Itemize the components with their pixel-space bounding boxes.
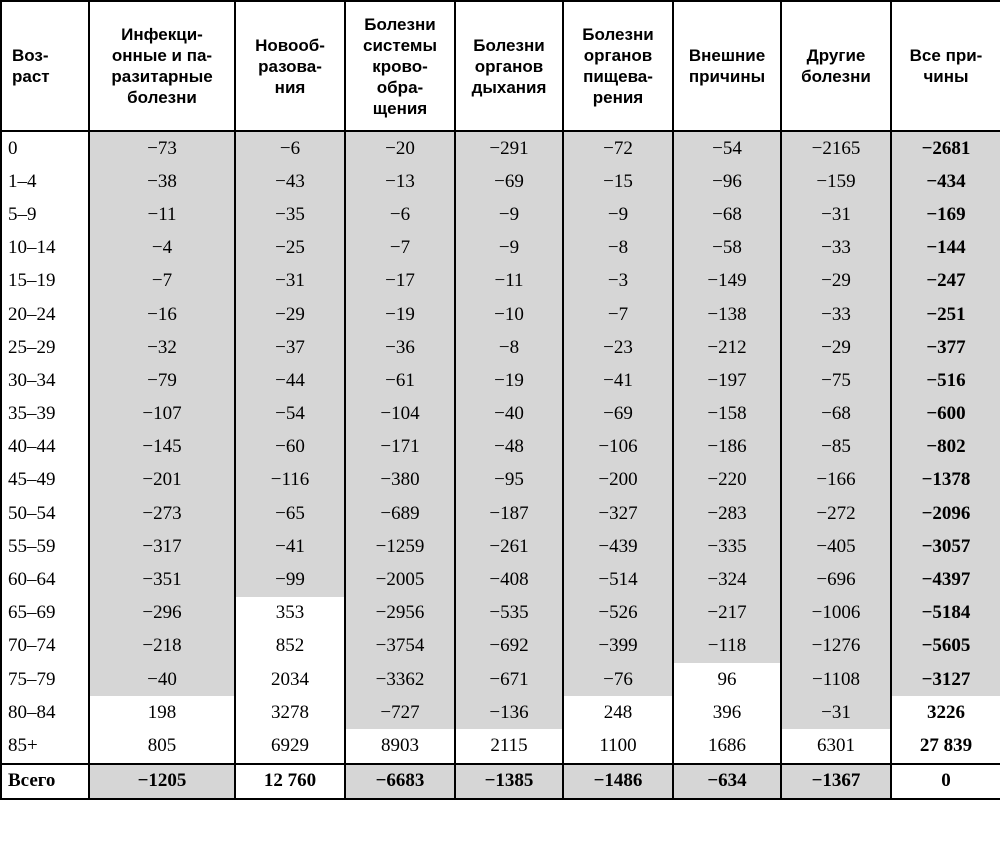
cell-other: −159 [781, 165, 891, 198]
cell-neoplasms: −116 [235, 464, 345, 497]
cell-neoplasms: −35 [235, 198, 345, 231]
cell-all-causes: −516 [891, 364, 1000, 397]
cell-other: −75 [781, 364, 891, 397]
cell-other: −31 [781, 198, 891, 231]
cell-all-causes: −3127 [891, 663, 1000, 696]
cell-other: −31 [781, 696, 891, 729]
cell-all-causes: −434 [891, 165, 1000, 198]
cell-other: −29 [781, 331, 891, 364]
cell-age: 1–4 [1, 165, 89, 198]
cell-age: 50–54 [1, 497, 89, 530]
cell-infectious: −201 [89, 464, 235, 497]
cell-external: −220 [673, 464, 781, 497]
cell-external: −68 [673, 198, 781, 231]
table-row [1, 530, 1000, 563]
cell-neoplasms: −25 [235, 232, 345, 265]
cell-other: −696 [781, 563, 891, 596]
cell-external: −158 [673, 398, 781, 431]
cell-infectious: −145 [89, 431, 235, 464]
cell-circulatory: −6683 [345, 764, 455, 799]
table-row [1, 464, 1000, 497]
cell-all-causes: 0 [891, 764, 1000, 799]
table-row [1, 165, 1000, 198]
cell-age: 80–84 [1, 696, 89, 729]
table-row [1, 265, 1000, 298]
cell-other: −272 [781, 497, 891, 530]
table-row [1, 364, 1000, 397]
cell-digestive: −72 [563, 131, 673, 165]
cell-circulatory: −727 [345, 696, 455, 729]
cell-circulatory: −689 [345, 497, 455, 530]
cell-external: −138 [673, 298, 781, 331]
cell-age: 45–49 [1, 464, 89, 497]
cell-all-causes: −2096 [891, 497, 1000, 530]
table-row [1, 630, 1000, 663]
cell-respiratory: −10 [455, 298, 563, 331]
cell-infectious: −273 [89, 497, 235, 530]
cell-all-causes: −247 [891, 265, 1000, 298]
header-neoplasms: Новооб- разова- ния [235, 1, 345, 131]
cell-digestive: 248 [563, 696, 673, 729]
cell-infectious: −1205 [89, 764, 235, 799]
cell-digestive: −7 [563, 298, 673, 331]
cell-other: −166 [781, 464, 891, 497]
cell-circulatory: −2005 [345, 563, 455, 596]
cell-age: 65–69 [1, 597, 89, 630]
cell-circulatory: −20 [345, 131, 455, 165]
cell-digestive: −106 [563, 431, 673, 464]
cell-digestive: −8 [563, 232, 673, 265]
cell-neoplasms: −41 [235, 530, 345, 563]
cell-other: −68 [781, 398, 891, 431]
cell-infectious: −7 [89, 265, 235, 298]
cell-infectious: −16 [89, 298, 235, 331]
cell-neoplasms: −54 [235, 398, 345, 431]
cell-respiratory: −95 [455, 464, 563, 497]
cell-external: −96 [673, 165, 781, 198]
cell-infectious: −351 [89, 563, 235, 596]
cell-other: −405 [781, 530, 891, 563]
cell-all-causes: −5184 [891, 597, 1000, 630]
cell-external: −324 [673, 563, 781, 596]
cell-other: −1108 [781, 663, 891, 696]
cell-respiratory: −261 [455, 530, 563, 563]
cell-infectious: −218 [89, 630, 235, 663]
cell-other: 6301 [781, 729, 891, 763]
cell-respiratory: −187 [455, 497, 563, 530]
cell-external: −335 [673, 530, 781, 563]
cell-all-causes: −2681 [891, 131, 1000, 165]
cell-infectious: −4 [89, 232, 235, 265]
cell-external: −634 [673, 764, 781, 799]
cell-age: 30–34 [1, 364, 89, 397]
cell-other: −33 [781, 298, 891, 331]
cell-other: −33 [781, 232, 891, 265]
cell-other: −1276 [781, 630, 891, 663]
cell-circulatory: −19 [345, 298, 455, 331]
cell-age: 70–74 [1, 630, 89, 663]
header-external: Внешние причины [673, 1, 781, 131]
table-row [1, 331, 1000, 364]
cell-respiratory: −9 [455, 232, 563, 265]
cell-all-causes: −251 [891, 298, 1000, 331]
cell-neoplasms: −60 [235, 431, 345, 464]
cell-infectious: 805 [89, 729, 235, 763]
cell-digestive: −1486 [563, 764, 673, 799]
cell-respiratory: −9 [455, 198, 563, 231]
cell-respiratory: −291 [455, 131, 563, 165]
cell-neoplasms: 852 [235, 630, 345, 663]
cell-external: −283 [673, 497, 781, 530]
table-row [1, 232, 1000, 265]
cell-other: −2165 [781, 131, 891, 165]
cell-external: 1686 [673, 729, 781, 763]
table-row [1, 398, 1000, 431]
cell-neoplasms: −37 [235, 331, 345, 364]
cell-all-causes: −169 [891, 198, 1000, 231]
cell-respiratory: −11 [455, 265, 563, 298]
cell-age: 20–24 [1, 298, 89, 331]
cell-all-causes: −5605 [891, 630, 1000, 663]
cell-other: −1006 [781, 597, 891, 630]
cell-infectious: −317 [89, 530, 235, 563]
cell-all-causes: −377 [891, 331, 1000, 364]
cell-respiratory: −671 [455, 663, 563, 696]
cell-infectious: −11 [89, 198, 235, 231]
header-respiratory: Болезни органов дыхания [455, 1, 563, 131]
table-row [1, 663, 1000, 696]
cell-respiratory: 2115 [455, 729, 563, 763]
cell-respiratory: −408 [455, 563, 563, 596]
cell-digestive: −41 [563, 364, 673, 397]
cell-all-causes: −802 [891, 431, 1000, 464]
cell-circulatory: −7 [345, 232, 455, 265]
header-all-causes: Все при- чины [891, 1, 1000, 131]
cell-age: Всего [1, 764, 89, 799]
cell-age: 60–64 [1, 563, 89, 596]
table-row [1, 131, 1000, 165]
cell-neoplasms: −65 [235, 497, 345, 530]
cell-digestive: −3 [563, 265, 673, 298]
header-age: Воз- раст [1, 1, 89, 131]
cell-all-causes: −144 [891, 232, 1000, 265]
cell-digestive: −76 [563, 663, 673, 696]
cell-infectious: −38 [89, 165, 235, 198]
cell-external: −149 [673, 265, 781, 298]
cell-infectious: 198 [89, 696, 235, 729]
cell-circulatory: −36 [345, 331, 455, 364]
cell-all-causes: 3226 [891, 696, 1000, 729]
cell-circulatory: −2956 [345, 597, 455, 630]
cell-circulatory: −3754 [345, 630, 455, 663]
cell-circulatory: 8903 [345, 729, 455, 763]
cell-digestive: −439 [563, 530, 673, 563]
table-row [1, 729, 1000, 763]
cell-infectious: −73 [89, 131, 235, 165]
cell-digestive: −9 [563, 198, 673, 231]
cell-age: 0 [1, 131, 89, 165]
cell-digestive: −23 [563, 331, 673, 364]
cell-external: −118 [673, 630, 781, 663]
cell-external: −58 [673, 232, 781, 265]
cell-respiratory: −535 [455, 597, 563, 630]
cell-circulatory: −104 [345, 398, 455, 431]
cell-infectious: −107 [89, 398, 235, 431]
cell-neoplasms: −44 [235, 364, 345, 397]
cell-digestive: −69 [563, 398, 673, 431]
cell-age: 25–29 [1, 331, 89, 364]
cell-age: 75–79 [1, 663, 89, 696]
cell-external: −217 [673, 597, 781, 630]
header-infectious: Инфекци- онные и па- разитарные болезни [89, 1, 235, 131]
cell-circulatory: −171 [345, 431, 455, 464]
cell-all-causes: −1378 [891, 464, 1000, 497]
cell-all-causes: 27 839 [891, 729, 1000, 763]
cell-digestive: −327 [563, 497, 673, 530]
cell-circulatory: −6 [345, 198, 455, 231]
table-row [1, 497, 1000, 530]
cell-external: −54 [673, 131, 781, 165]
cell-all-causes: −3057 [891, 530, 1000, 563]
header-row [1, 1, 1000, 131]
cell-age: 10–14 [1, 232, 89, 265]
cell-neoplasms: 3278 [235, 696, 345, 729]
cell-respiratory: −8 [455, 331, 563, 364]
cell-circulatory: −17 [345, 265, 455, 298]
cell-age: 40–44 [1, 431, 89, 464]
cell-age: 35–39 [1, 398, 89, 431]
cell-neoplasms: 353 [235, 597, 345, 630]
cell-neoplasms: −31 [235, 265, 345, 298]
cell-neoplasms: 2034 [235, 663, 345, 696]
cell-respiratory: −69 [455, 165, 563, 198]
cell-circulatory: −13 [345, 165, 455, 198]
cell-circulatory: −1259 [345, 530, 455, 563]
cell-other: −85 [781, 431, 891, 464]
cell-external: 396 [673, 696, 781, 729]
cell-respiratory: −692 [455, 630, 563, 663]
cell-digestive: −399 [563, 630, 673, 663]
cell-age: 55–59 [1, 530, 89, 563]
cell-respiratory: −40 [455, 398, 563, 431]
table-row [1, 597, 1000, 630]
cell-external: −197 [673, 364, 781, 397]
total-row [1, 764, 1000, 799]
cell-circulatory: −3362 [345, 663, 455, 696]
cell-digestive: −200 [563, 464, 673, 497]
cell-respiratory: −48 [455, 431, 563, 464]
cell-neoplasms: −6 [235, 131, 345, 165]
cell-other: −1367 [781, 764, 891, 799]
cell-age: 15–19 [1, 265, 89, 298]
table-row [1, 198, 1000, 231]
table-row [1, 431, 1000, 464]
header-digestive: Болезни органов пищева- рения [563, 1, 673, 131]
cell-infectious: −32 [89, 331, 235, 364]
cell-neoplasms: −99 [235, 563, 345, 596]
cell-neoplasms: 6929 [235, 729, 345, 763]
cell-external: −212 [673, 331, 781, 364]
cell-age: 85+ [1, 729, 89, 763]
header-other: Другие болезни [781, 1, 891, 131]
cell-infectious: −296 [89, 597, 235, 630]
cell-digestive: 1100 [563, 729, 673, 763]
cell-neoplasms: 12 760 [235, 764, 345, 799]
cell-other: −29 [781, 265, 891, 298]
table-row [1, 298, 1000, 331]
cell-respiratory: −1385 [455, 764, 563, 799]
cell-neoplasms: −43 [235, 165, 345, 198]
cell-digestive: −526 [563, 597, 673, 630]
cell-age: 5–9 [1, 198, 89, 231]
cell-digestive: −15 [563, 165, 673, 198]
cell-external: −186 [673, 431, 781, 464]
cell-neoplasms: −29 [235, 298, 345, 331]
cell-all-causes: −600 [891, 398, 1000, 431]
cell-respiratory: −19 [455, 364, 563, 397]
cell-digestive: −514 [563, 563, 673, 596]
cell-circulatory: −61 [345, 364, 455, 397]
cell-all-causes: −4397 [891, 563, 1000, 596]
cell-external: 96 [673, 663, 781, 696]
cell-circulatory: −380 [345, 464, 455, 497]
cell-respiratory: −136 [455, 696, 563, 729]
header-circulatory: Болезни системы крово- обра- щения [345, 1, 455, 131]
table-row [1, 563, 1000, 596]
table-body [1, 131, 1000, 799]
cell-infectious: −79 [89, 364, 235, 397]
cell-infectious: −40 [89, 663, 235, 696]
table-row [1, 696, 1000, 729]
